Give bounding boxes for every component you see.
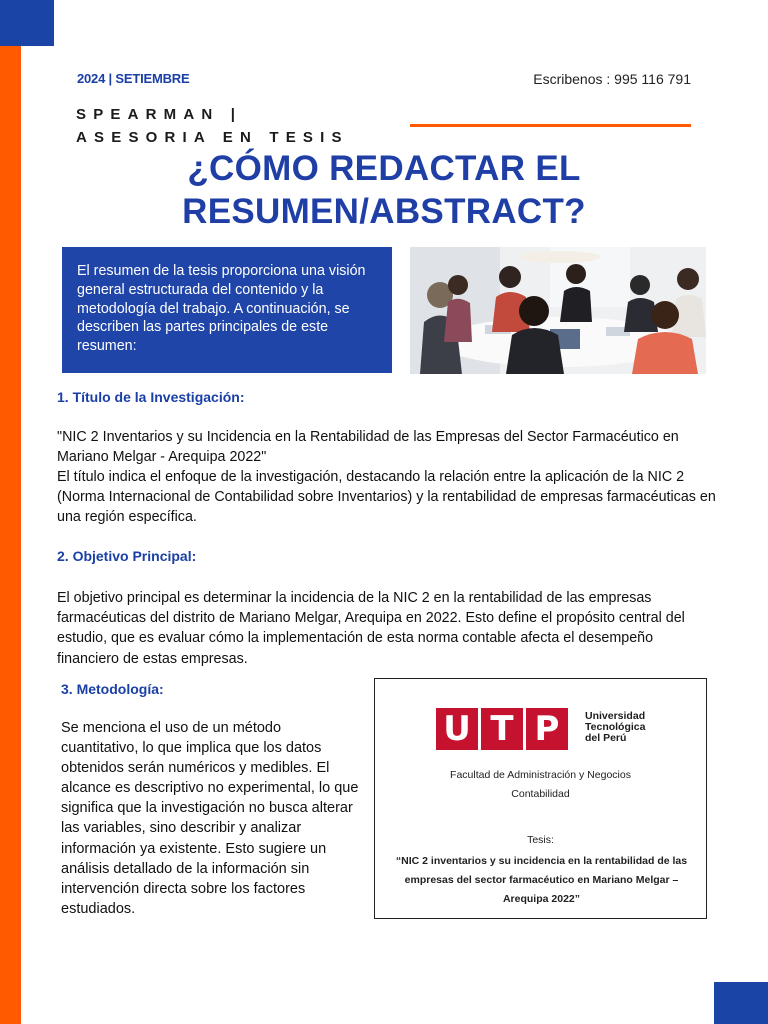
utp-logo-letter-t: T — [481, 708, 523, 750]
page-title-line-2: RESUMEN/ABSTRACT? — [182, 192, 586, 231]
university-name-line-3: del Perú — [585, 732, 627, 744]
page-title-line-1: ¿CÓMO REDACTAR EL — [187, 149, 581, 188]
utp-logo-letter-p: P — [526, 708, 568, 750]
meeting-photo-illustration — [410, 247, 706, 374]
corner-block-top-left — [0, 0, 54, 46]
corner-block-bottom-right — [714, 982, 768, 1024]
utp-logo-letter-u: U — [436, 708, 478, 750]
utp-logo — [436, 708, 571, 750]
faculty-name: Facultad de Administración y Negocios — [450, 769, 631, 781]
brand-divider — [410, 124, 691, 127]
brand-name — [76, 103, 349, 149]
section-objetivo-body: El objetivo principal es determinar la incidencia de la NIC 2 en la rentabilidad de las empresas farmacéuticas del distrito de Mariano Melgar, Arequipa en 2022. Esto define el propósito central del estudio, que es evaluar cómo la implementación de esta norma contable afecta el desempeño financiero de estas empresas. — [57, 590, 685, 667]
intro-text: El resumen de la tesis proporciona una visión general estructurada del contenido y la metodología del trabajo. A continuación, se describen las partes principales de este resumen: — [77, 263, 366, 355]
intro-box — [62, 247, 392, 373]
brand-line-1: SPEARMAN | — [76, 106, 243, 123]
page-title — [40, 147, 728, 233]
faculty-block — [375, 766, 706, 804]
left-orange-bar — [0, 0, 21, 1024]
section-titulo-quote: "NIC 2 Inventarios y su Incidencia en la Rentabilidad de las Empresas del Sector Farmacéutico en Mariano Melgar - Arequipa 2022" — [57, 429, 679, 466]
university-name-line-2: Tecnológica — [585, 721, 646, 733]
section-heading-metodologia: 3. Metodología: — [61, 681, 164, 697]
section-heading-titulo: 1. Título de la Investigación: — [57, 389, 245, 405]
career-name: Contabilidad — [511, 788, 570, 800]
thesis-cover-card — [374, 678, 707, 919]
section-metodologia-body: Se menciona el uso de un método cuantitativo, lo que implica que los datos obtenidos serán numéricos y medibles. El alcance es descriptivo no experimental, lo que significa que la investigación no busca alterar las variables, sino describir y analizar información ya existente. Esto sugiere un análisis detallado de la información sin intervención directa sobre los factores estudiados. — [61, 720, 359, 917]
university-name — [585, 711, 645, 744]
section-heading-objetivo: 2. Objetivo Principal: — [57, 548, 197, 564]
brand-line-2: ASESORIA EN TESIS — [76, 129, 349, 146]
university-name-line-1: Universidad — [585, 710, 646, 722]
meeting-photo — [410, 247, 706, 374]
tesis-label: Tesis: — [527, 834, 554, 846]
contact-phone: Escribenos : 995 116 791 — [533, 71, 691, 87]
issue-date: 2024 | SETIEMBRE — [77, 71, 190, 86]
section-titulo-body: El título indica el enfoque de la investigación, destacando la relación entre la aplicación de la NIC 2 (Norma Internacional de Contabilidad sobre Inventarios) y la rentabilidad de empresas farmacéuticas en una región específica. — [57, 469, 716, 526]
thesis-title: “NIC 2 inventarios y su incidencia en la rentabilidad de las empresas del sector farmacéutico en Mariano Melgar – Arequipa 2022” — [395, 855, 688, 905]
